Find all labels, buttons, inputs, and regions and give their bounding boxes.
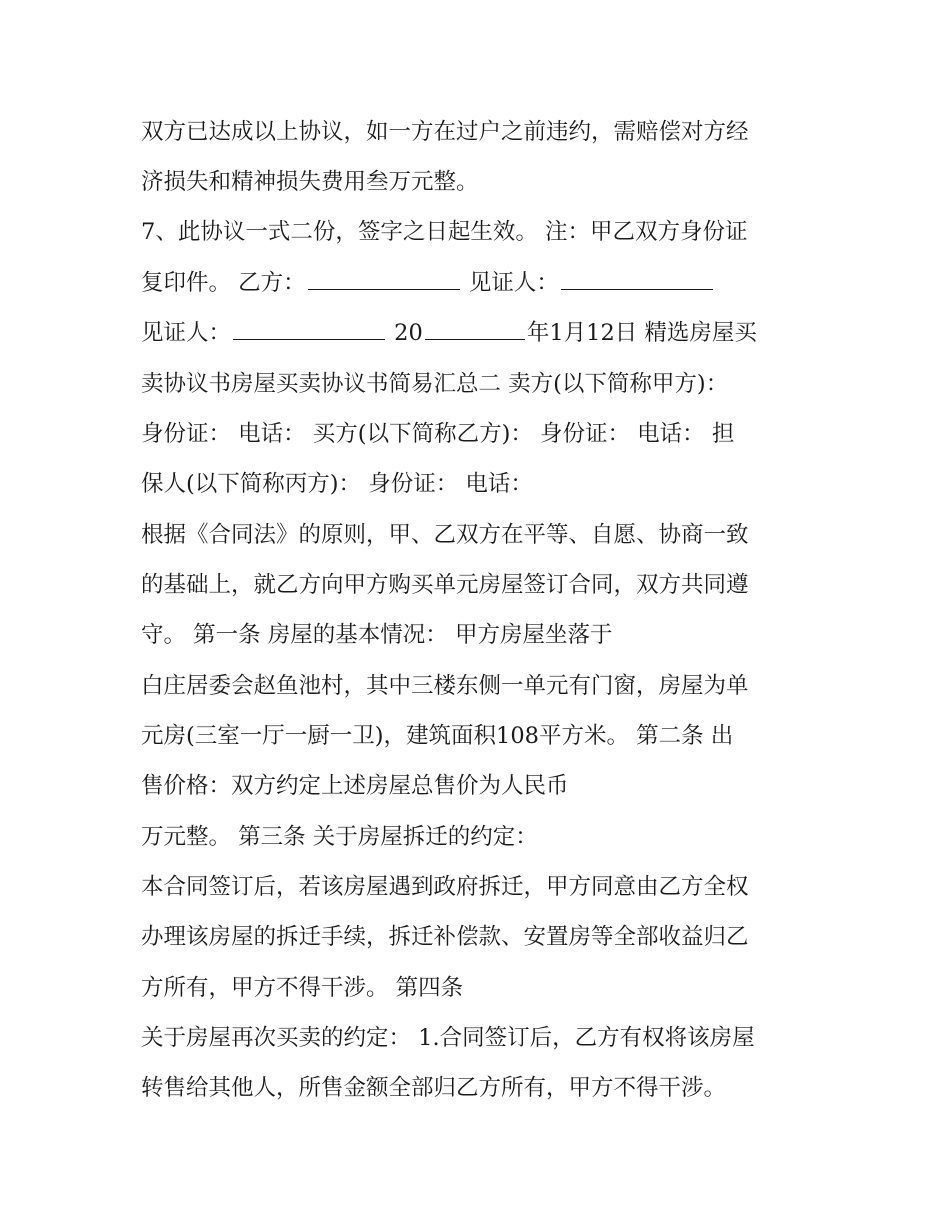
text-line-10: 的基础上，就乙方向甲方购买单元房屋签订合同，双方共同遵 [141, 572, 749, 598]
text-line-14: 售价格：双方约定上述房屋总售价为人民币 [141, 773, 569, 799]
text-line-5-part1: 见证人： [141, 320, 232, 346]
text-line-5-part3: 年1月12日 精选房屋买 [526, 320, 757, 346]
text-line-4-part1: 复印件。 乙方： [141, 270, 306, 296]
text-line-3: 7、此协议一式二份，签字之日起生效。 注：甲乙双方身份证 [141, 219, 748, 245]
text-line-13: 元房(三室一厅一厨一卫)，建筑面积108平方米。 第二条 出 [141, 723, 734, 749]
text-line-16: 本合同签订后，若该房屋遇到政府拆迁，甲方同意由乙方全权 [141, 874, 749, 900]
text-line-5 [141, 318, 757, 348]
text-line-12: 白庄居委会赵鱼池村，其中三楼东侧一单元有门窗，房屋为单 [141, 673, 749, 699]
text-line-17: 办理该房屋的拆迁手续，拆迁补偿款、安置房等全部收益归乙 [141, 924, 749, 950]
text-line-15: 万元整。 第三条 关于房屋拆迁的约定： [141, 824, 538, 850]
date-blank-year [425, 319, 525, 340]
text-line-20: 转售给其他人，所售金额全部归乙方所有，甲方不得干涉。 [141, 1075, 727, 1101]
text-line-7: 身份证： 电话： 买方(以下简称乙方)： 身份证： 电话： 担 [141, 421, 735, 447]
signature-blank-witness [561, 269, 713, 290]
signature-blank-witness-2 [233, 319, 385, 340]
text-line-5-part2: 20 [394, 320, 423, 346]
text-line-19: 关于房屋再次买卖的约定： 1.合同签订后，乙方有权将该房屋 [141, 1025, 755, 1051]
text-line-11: 守。 第一条 房屋的基本情况： 甲方房屋坐落于 [141, 622, 613, 648]
text-line-4 [141, 268, 715, 298]
text-line-8: 保人(以下简称丙方)： 身份证： 电话： [141, 471, 533, 497]
text-line-2: 济损失和精神损失费用叁万元整。 [141, 169, 479, 195]
text-line-6: 卖协议书房屋买卖协议书简易汇总二 卖方(以下简称甲方)： [141, 371, 729, 397]
text-line-4-part2: 见证人： [468, 270, 559, 296]
signature-blank-party-b [308, 269, 460, 290]
text-line-18: 方所有，甲方不得干涉。 第四条 [141, 975, 464, 1001]
text-line-9: 根据《合同法》的原则，甲、乙双方在平等、自愿、协商一致 [141, 522, 749, 548]
text-line-1: 双方已达成以上协议，如一方在过户之前违约，需赔偿对方经 [141, 119, 749, 145]
